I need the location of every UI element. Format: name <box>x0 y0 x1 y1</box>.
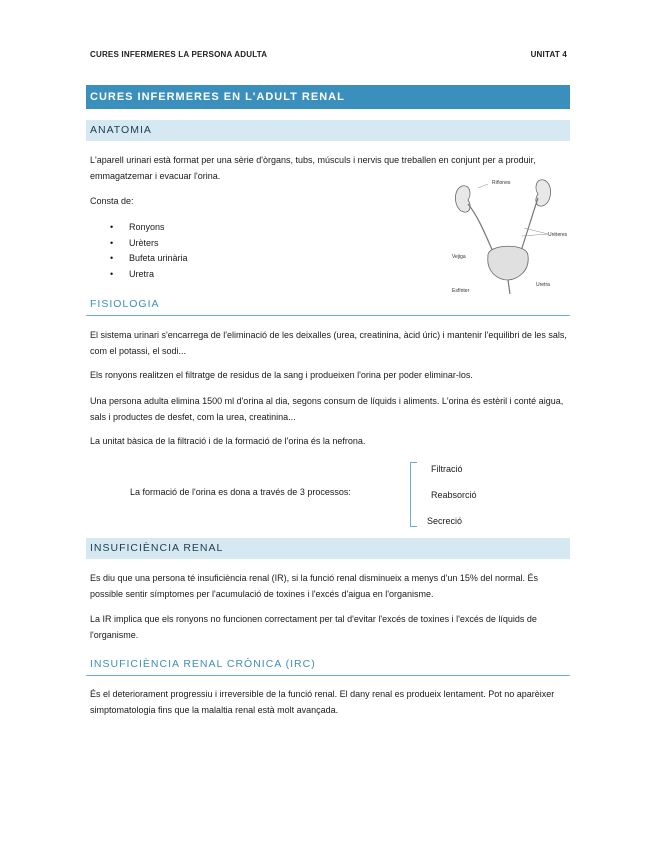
urinary-system-figure <box>448 176 568 296</box>
list-item: • Urèters <box>110 238 159 248</box>
list-item: • Ronyons <box>110 222 165 232</box>
consta-label: Consta de: <box>90 196 134 206</box>
process-reabsorcio: Reabsorció <box>431 490 477 500</box>
fisiologia-paragraph-4: La unitat bàsica de la filtració i de la formació de l'orina és la nefrona. <box>90 436 366 446</box>
left-ureter <box>468 204 494 254</box>
section-heading-irc: INSUFICIÈNCIA RENAL CRÒNICA (IRC) <box>86 658 570 676</box>
label-uretra: Uretra <box>536 282 550 288</box>
section-heading-anatomia: ANATOMIA <box>86 120 570 141</box>
right-ureter <box>520 198 538 254</box>
list-item: • Bufeta urinària <box>110 253 188 263</box>
urethra <box>508 280 510 294</box>
header-left: CURES INFERMERES LA PERSONA ADULTA <box>90 50 268 59</box>
irc-paragraph: És el deteriorament progressiu i irreversible de la funció renal. El dany renal es produeix lentament. Pot no aparèixer simptomatologia fins que la malaltia renal està molt avançada. <box>90 689 555 715</box>
section-heading-fisiologia: FISIOLOGIA <box>86 298 570 316</box>
process-intro: La formació de l'orina es dona a través de 3 processos: <box>130 487 351 497</box>
fisiologia-paragraph-3: Una persona adulta elimina 1500 ml d'orina al dia, segons consum de líquids i aliments. L'orina és estèril i conté aigua, sals i productes de desfet, com la urea, creatinina... <box>90 396 564 422</box>
section-heading-insuficiencia: INSUFICIÈNCIA RENAL <box>86 538 570 559</box>
label-rinones: Riñones <box>492 180 511 186</box>
bladder <box>488 246 528 280</box>
right-kidney <box>536 180 551 206</box>
anatomia-intro: L'aparell urinari està format per una sèrie d'òrgans, tubs, músculs i nervis que treballen en conjunt per a produir, emmagatzemar i evacuar l'orina. <box>90 155 536 181</box>
fisiologia-paragraph-1: El sistema urinari s'encarrega de l'eliminació de les deixalles (urea, creatinina, àcid úric) i mantenir l'equilibri de les sals, com el potassi, el sodi... <box>90 330 567 356</box>
insuficiencia-paragraph-1: Es diu que una persona té insuficiència renal (IR), si la funció renal disminueix a menys d'un 15% del normal. És possible sentir símptomes per l'acumulació de toxines i l'excés d'aigua en l'organisme. <box>90 573 538 599</box>
list-item: • Uretra <box>110 269 155 279</box>
process-filtracio: Filtració <box>431 464 463 474</box>
header-right: UNITAT 4 <box>530 50 567 59</box>
label-ureteres: Uréteres <box>548 232 568 238</box>
document-title: CURES INFERMERES EN L'ADULT RENAL <box>86 85 570 109</box>
left-kidney <box>455 186 470 212</box>
fisiologia-paragraph-2: Els ronyons realitzen el filtratge de residus de la sang i produeixen l'orina per poder eliminar-los. <box>90 370 473 380</box>
process-brace <box>410 462 417 527</box>
label-esfinter: Esfínter <box>452 288 470 294</box>
label-vejiga: Vejiga <box>452 254 466 260</box>
process-secrecio: Secreció <box>427 516 463 526</box>
insuficiencia-paragraph-2: La IR implica que els ronyons no funcionen correctament per tal d'evitar l'excés de toxines i l'excés de líquids de l'organisme. <box>90 614 537 640</box>
